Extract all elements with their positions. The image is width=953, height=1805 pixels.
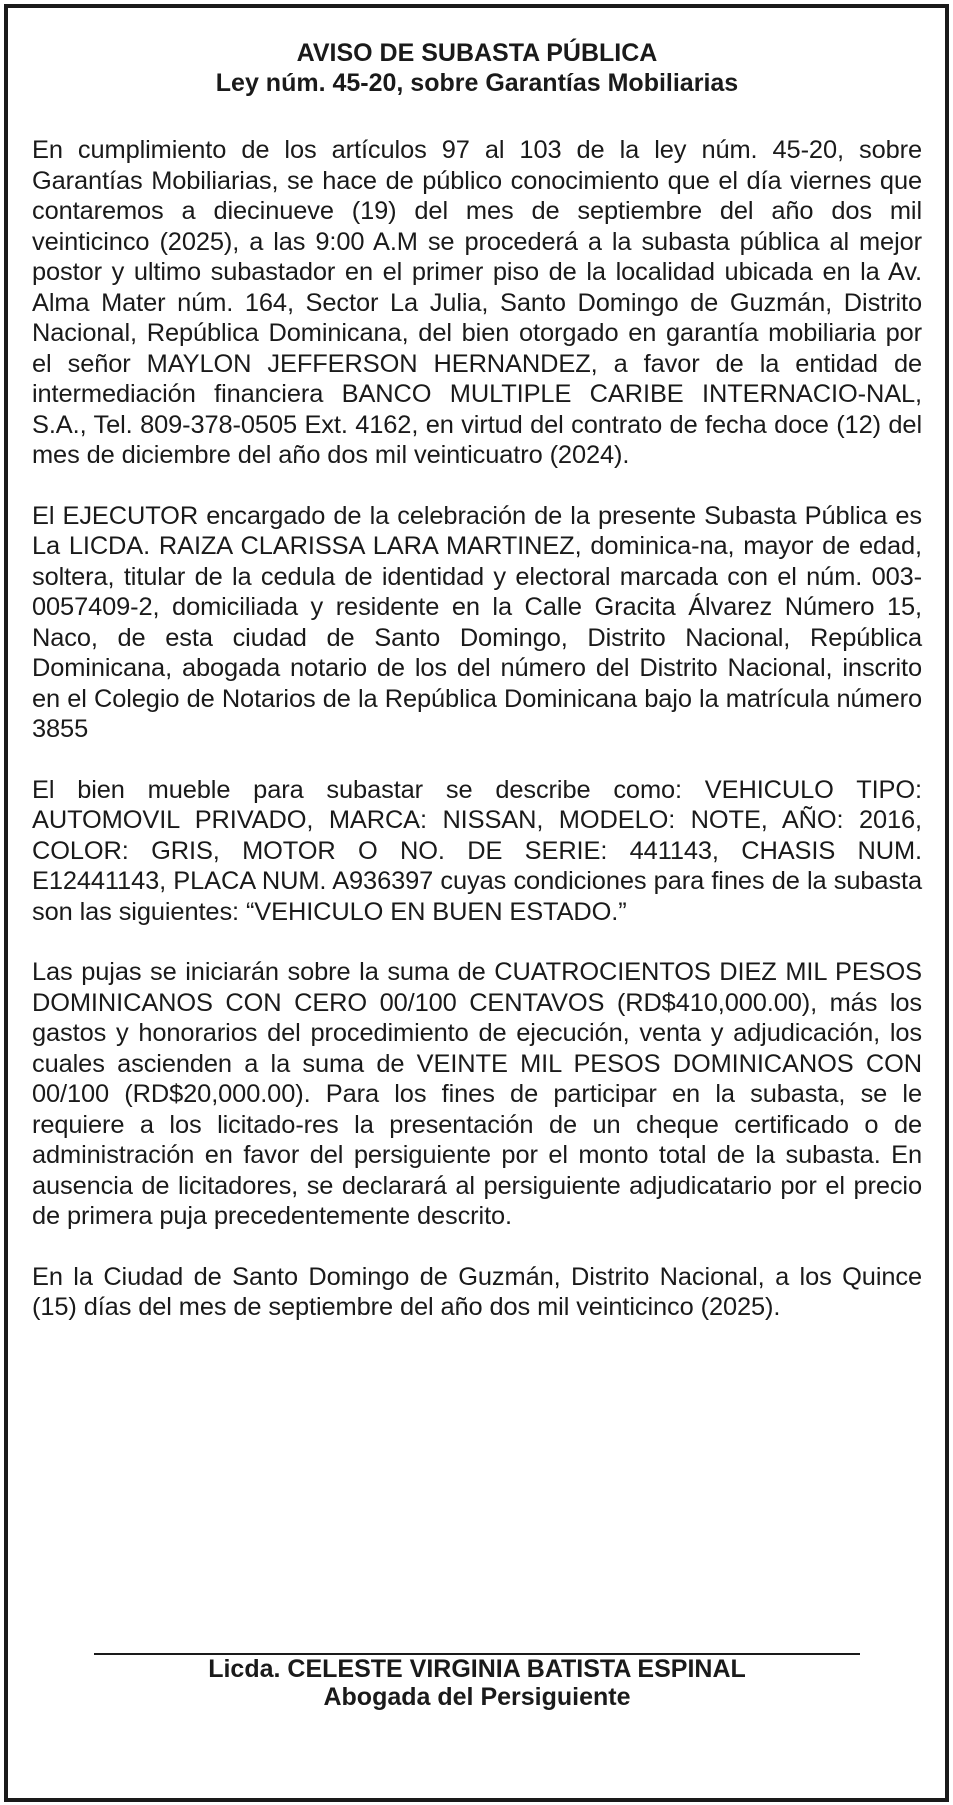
notice-body	[32, 38, 922, 1353]
paragraph-auction-notice: En cumplimiento de los artículos 97 al 103 de la ley núm. 45-20, sobre Garantías Mobiliarias, se hace de público conocimiento que el día viernes que contaremos a diecinueve (19) del mes de septiembre del año dos mil veinticinco (2025), a las 9:00 A.M se procederá a la subasta pública al mejor postor y ultimo subastador en el primer piso de la localidad ubicada en la Av. Alma Mater núm. 164, Sector La Julia, Santo Domingo de Guzmán, Distrito Nacional, República Dominicana, del bien otorgado en garantía mobiliaria por el señor MAYLON JEFFERSON HERNANDEZ, a favor de la entidad de intermediación financiera BANCO MULTIPLE CARIBE INTERNACIO-NAL, S.A., Tel. 809-378-0505 Ext. 4162, en virtud del contrato de fecha doce (12) del mes de diciembre del año dos mil veinticuatro (2024).	[32, 136, 922, 469]
signature-role: Abogada del Persiguiente	[323, 1683, 631, 1711]
notice-subtitle: Ley núm. 45-20, sobre Garantías Mobiliarias	[215, 69, 739, 97]
notice-title: AVISO DE SUBASTA PÚBLICA	[296, 39, 658, 67]
paragraph-vehicle-description: El bien mueble para subastar se describe como: VEHICULO TIPO: AUTOMOVIL PRIVADO, MARCA: NISSAN, MODELO: NOTE, AÑO: 2016, COLOR: GRIS, MOTOR O NO. DE SERIE: 441143, CHASIS NUM. E12441143, PLACA NUM. A936397 cuyas condiciones para fines de la subasta son las siguientes: “VEHICULO EN BUEN ESTADO.”	[32, 775, 922, 926]
paragraph-executor: El EJECUTOR encargado de la celebración de la presente Subasta Pública es La LICDA. RAIZA CLARISSA LARA MARTINEZ, dominica-na, mayor de edad, soltera, titular de la cedula de identidad y electoral marcada con el núm. 003-0057409-2, domiciliada y residente en la Calle Gracita Álvarez Número 15, Naco, de esta ciudad de Santo Domingo, Distrito Nacional, República Dominicana, abogada notario de los del número del Distrito Nacional, inscrito en el Colegio de Notarios de la República Dominicana bajo la matrícula número 3855	[32, 501, 922, 743]
paragraph-place-date: En la Ciudad de Santo Domingo de Guzmán, Distrito Nacional, a los Quince (15) días del mes de septiembre del año dos mil veinticinco (2025).	[32, 1262, 922, 1321]
signature-name: Licda. CELESTE VIRGINIA BATISTA ESPINAL	[208, 1655, 746, 1683]
paragraph-bidding-terms: Las pujas se iniciarán sobre la suma de CUATROCIENTOS DIEZ MIL PESOS DOMINICANOS CON CERO 00/100 CENTAVOS (RD$410,000.00), más los gastos y honorarios del procedimiento de ejecución, venta y adjudicación, los cuales ascienden a la suma de VEINTE MIL PESOS DOMINICANOS CON 00/100 (RD$20,000.00). Para los fines de participar en la subasta, se le requiere a los licitado-res la presentación de un cheque certificado o de administración en favor del persiguiente por el monto total de la subasta. En ausencia de licitadores, se declarará al persiguiente adjudicatario por el precio de primera puja precedentemente descrito.	[32, 958, 922, 1230]
signature-block	[32, 1655, 922, 1711]
